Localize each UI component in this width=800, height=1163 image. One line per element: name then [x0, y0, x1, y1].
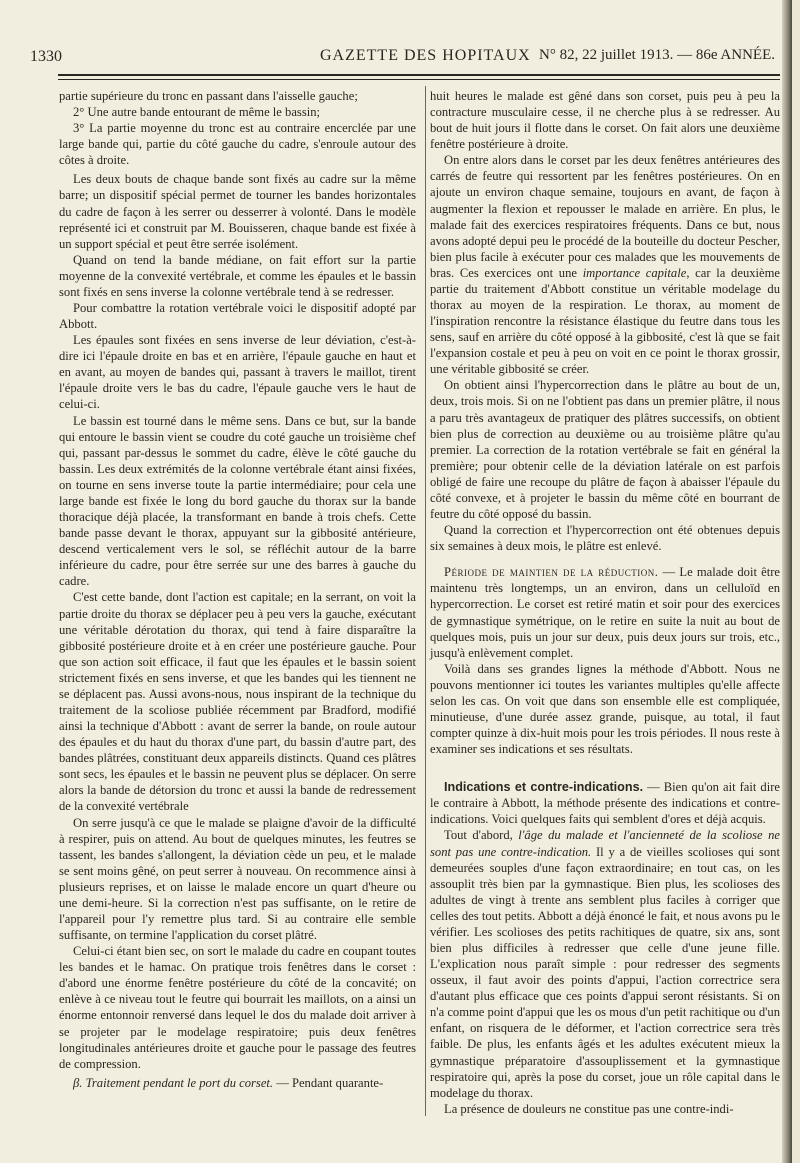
paragraph: huit heures le malade est gêné dans son corset, puis peu à peu la contracture musculaire cesse, il ne cherche plus à se redresser. Au bout de huit jours il flotte dans le corset. On fait alors une deuxième fenêtre postérieure à droite. [430, 89, 780, 152]
paragraph: Voilà dans ses grandes lignes la méthode d'Abbott. Nous ne pouvons mentionner ici toutes les variantes multiples qu'elle affecte selon les cas. On voit que dans son ensemble elle est compliquée, minutieuse, d'une durée assez grande, puisque, au total, il faut compter quinze à dix-huit mois pour les trois périodes. Il nous reste à examiner ses indications et ses résultats. [430, 661, 780, 757]
paragraph: Quand on tend la bande médiane, on fait effort sur la partie moyenne de la convexité vertébrale, et comme les épaules et le bassin sont fixés en sens inverse la colonne vertébrale tend à se redresser. [59, 252, 416, 299]
section-label: β. Traitement pendant le port du corset. [73, 1075, 274, 1090]
paragraph: On serre jusqu'à ce que le malade se plaigne d'avoir de la difficulté à respirer, puis on attend. Au bout de quelques minutes, les feutres se tassent, les bandes s'allongent, la déviation cède un peu, et le malade se sent moins gêné, on peut serrer à nouveau. On recommence ainsi à plusieurs reprises, et on laisse le malade encore un quart d'heure ou une demi-heure. Si la correction n'est pas suffisante, on le retire de l'appareil pour l'y remettre plus tard. Si au contraire elle semble suffisante, on termine l'application du corset plâtré. [59, 815, 416, 943]
page-binding-edge [782, 0, 792, 1163]
paragraph: Les épaules sont fixées en sens inverse de leur déviation, c'est-à-dire ici l'épaule droite en bas et en arrière, l'épaule gauche en haut et en avant, au moyen de bandes qui, passant à travers le maillot, tirent l'épaule droite vers le bas du cadre, l'épaule gauche vers le haut de celui-ci. [59, 333, 416, 412]
section-paragraph [430, 564, 780, 660]
paragraph: Celui-ci étant bien sec, on sort le malade du cadre en coupant toutes les bandes et le hamac. On pratique trois fenêtres dans le corset : d'abord une énorme fenêtre postérieure du côté de la concavité; on enlève à ce niveau tout le feutre qui bourrait les maillots, on a ainsi un énorme entonnoir renversé dans lequel le dos du malade doit arriver à se projeter par le modelage respiratoire; puis deux fenêtres longitudinales antérieures droite et gauche pour le passage des feutres de compression. [59, 944, 416, 1071]
page-header [30, 44, 775, 68]
paragraph [430, 827, 780, 1100]
section-text: — Bien qu'on ait fait dire le contraire à Abbott, la méthode présente des indications et contre-indications. Voici quelques faits qui semblent d'ores et déjà acquis. [430, 780, 780, 827]
right-column [430, 88, 780, 1117]
paragraph-text: Tout d'abord, [444, 828, 519, 843]
paragraph: La présence de douleurs ne constitue pas une contre-indi- [444, 1101, 734, 1116]
paragraph: C'est cette bande, dont l'action est capitale; en la serrant, on voit la partie droite du thorax se déplacer peu à peu vers la gauche, exécutant une véritable dérotation du thorax, qui tend à faire disparaître la gibbosité postérieure droite et à en créer une postérieure gauche. Pour que son action soit efficace, il faut que les épaules et le bassin soient strictement fixés en sens inverse, et que les bandes qui les tiennent ne se déplacent pas. Aussi avons-nous, nous inspirant de la technique du traitement de la scoliose publiée récemment par Bradford, modifié ainsi la technique d'Abbott : avant de serrer la bande, on roule autour des épaules et du haut du thorax d'une part, du bassin d'autre part, des bandes plâtrées, constituant deux appareils distincts. Quand ces plâtres sont secs, les épaules et le bassin ne peuvent plus se déplacer. On serre alors la bande de détorsion du tronc et aussi la bande de redressement de la convexité vertébrale [59, 590, 416, 814]
journal-title: GAZETTE DES HOPITAUX [320, 47, 531, 64]
left-column [59, 88, 416, 1091]
section-label: Période de maintien de la réduction. [444, 565, 659, 580]
emphasis: importance capitale [582, 265, 687, 280]
paragraph: 3° La partie moyenne du tronc est au contraire encerclée par une large bande qui, partie du côté gauche du cadre, s'enroule autour des côtes à droite. [59, 121, 416, 168]
paragraph-text: Il y a de vieilles scolioses qui sont demeurées souples d'une façon extraordinaire; en tout cas, on les assouplit très bien par la gymnastique. Bien plus, les scolioses des adultes de vingt à trente ans semblent plus faciles à corriger que celles des tout petits. Abbott a déjà énoncé le fait, et nous avons pu le vérifier. Les scolioses des petits rachitiques de quatre, six ans, sont bien plus difficiles à redresser que celle d'une jeune fille. L'explication nous paraît simple : pour redresser des segments osseux, il faut avoir des points d'appui, l'action correctrice sera d'autant plus efficace que ces points d'appui seront résistants. Si on n'a comme point d'appui que les os mous d'un petit rachitique ou d'un enfant, on risquera de le déformer, et l'action correctrice sera très faible. De plus, les enfants âgés et les adultes exécutent mieux la gymnastique préparatoire d'assouplissement et la gymnastique respiratoire qui, après la pose du corset, joue un rôle capital dans le modelage du thorax. [430, 844, 780, 1100]
section-text: — Le malade doit être maintenu très longtemps, un an environ, dans un celluloïd en hypercorrection. Le corset est retiré matin et soir pour des exercices de gymnastique symétrique, on le retire en suite la nuit au bout de quelques mois, puis un jour sur deux, puis deux jours sur trois, etc., jusqu'à enlèvement complet. [430, 565, 780, 660]
emphasis: l'âge du malade et l'ancienneté de la scoliose ne sont pas une contre-indication. [430, 828, 780, 859]
paragraph: Les deux bouts de chaque bande sont fixés au cadre sur la même barre; un dispositif spécial permet de tourner les bandes horizontales du cadre de façon à les serrer ou desserrer à volonté. Dans le modèle représenté ici et construit par M. Bouisseren, chaque bande est fixée à un support spécial et peut être serrée isolément. [59, 172, 416, 251]
issue-info: N° 82, 22 juillet 1913. — 86e ANNÉE. [539, 47, 775, 63]
section-heading: Indications et contre-indications. [444, 780, 644, 795]
paragraph: 2° Une autre bande entourant de même le bassin; [73, 105, 321, 120]
paragraph: Le bassin est tourné dans le même sens. Dans ce but, sur la bande qui entoure le bassin vient se coudre du coté gauche un troisième chef qui, passant par-dessus le sommet du cadre, élève le côté gauche du bassin. Les deux extrémités de la colonne vertébrale étant ainsi fixées, on tourne en sens inverse toute la partie intermédiaire; pour cela une large bande est fixée le long du bord gauche du thorax sur la bande thoracique déjà placée, la transformant en bande à trois chefs. Cette bande passe devant le thorax, appuyant sur la gibbosité antérieure, descend verticalement vers le sol, se réfléchit autour de la barre inférieure du cadre, pour être serrée sur une des barres à gauche du cadre. [59, 413, 416, 589]
paragraph-text: , car la deuxième partie du traitement d'Abbott constitue un véritable modelage du thorax au moyen de la respiration. Le thorax, au moment de l'inspiration rencontre la résistance élastique du feutre dans tous les sens, sauf en arrière du côté opposé à la gibbosité, c'est là que se fait l'expansion costale et peu à peu on voit en ce point le thorax grossir, une véritable gibbosité se créer. [430, 265, 781, 377]
page-number: 1330 [30, 48, 62, 65]
paragraph: partie supérieure du tronc en passant dans l'aisselle gauche; [59, 89, 358, 103]
section-lead [59, 1075, 416, 1091]
header-rule-thick [58, 74, 780, 76]
column-divider [425, 86, 426, 1116]
section-text: — Pendant quarante- [273, 1075, 384, 1090]
paragraph: On obtient ainsi l'hypercorrection dans le plâtre au bout de un, deux, trois mois. Si on ne l'obtient pas dans un premier plâtre, il nous a paru très avantageux de pratiquer des plâtres successifs, on obtient bien plus de correction au deuxième ou au troisième plâtre qu'au premier. La correction de la rotation vertébrale se fait en général la première; pour obtenir celle de la déviation latérale on est parfois obligé de faire une recoupe du plâtre de façon à abaisser l'épaule du côté convexe, et à projeter le bassin du même côté en bourrant de feutre du côté opposé du bassin. [430, 378, 780, 522]
section-paragraph [430, 779, 780, 827]
header-rule-thin [58, 79, 780, 80]
paragraph-text: On entre alors dans le corset par les deux fenêtres antérieures des carrés de feutre qui ressortent par les fenêtres postérieures. On en ajoute un environ chaque semaine, toujours en avant, de façon à augmenter la flexion et repousser le malade en arrière. En plus, le malade fait des exercices respiratoires fréquents. Dans ce but, nous avons adopté depui peu le procédé de la bouteille du docteur Pescher, bien plus facile à exécuter pour ces malades que les mouvements de bras. Ces exercices ont une [430, 153, 780, 280]
paragraph: Pour combattre la rotation vertébrale voici le dispositif adopté par Abbott. [59, 301, 416, 332]
paragraph [430, 152, 780, 377]
paragraph: Quand la correction et l'hypercorrection ont été obtenues depuis six semaines à deux mois, le plâtre est enlevé. [430, 523, 780, 554]
